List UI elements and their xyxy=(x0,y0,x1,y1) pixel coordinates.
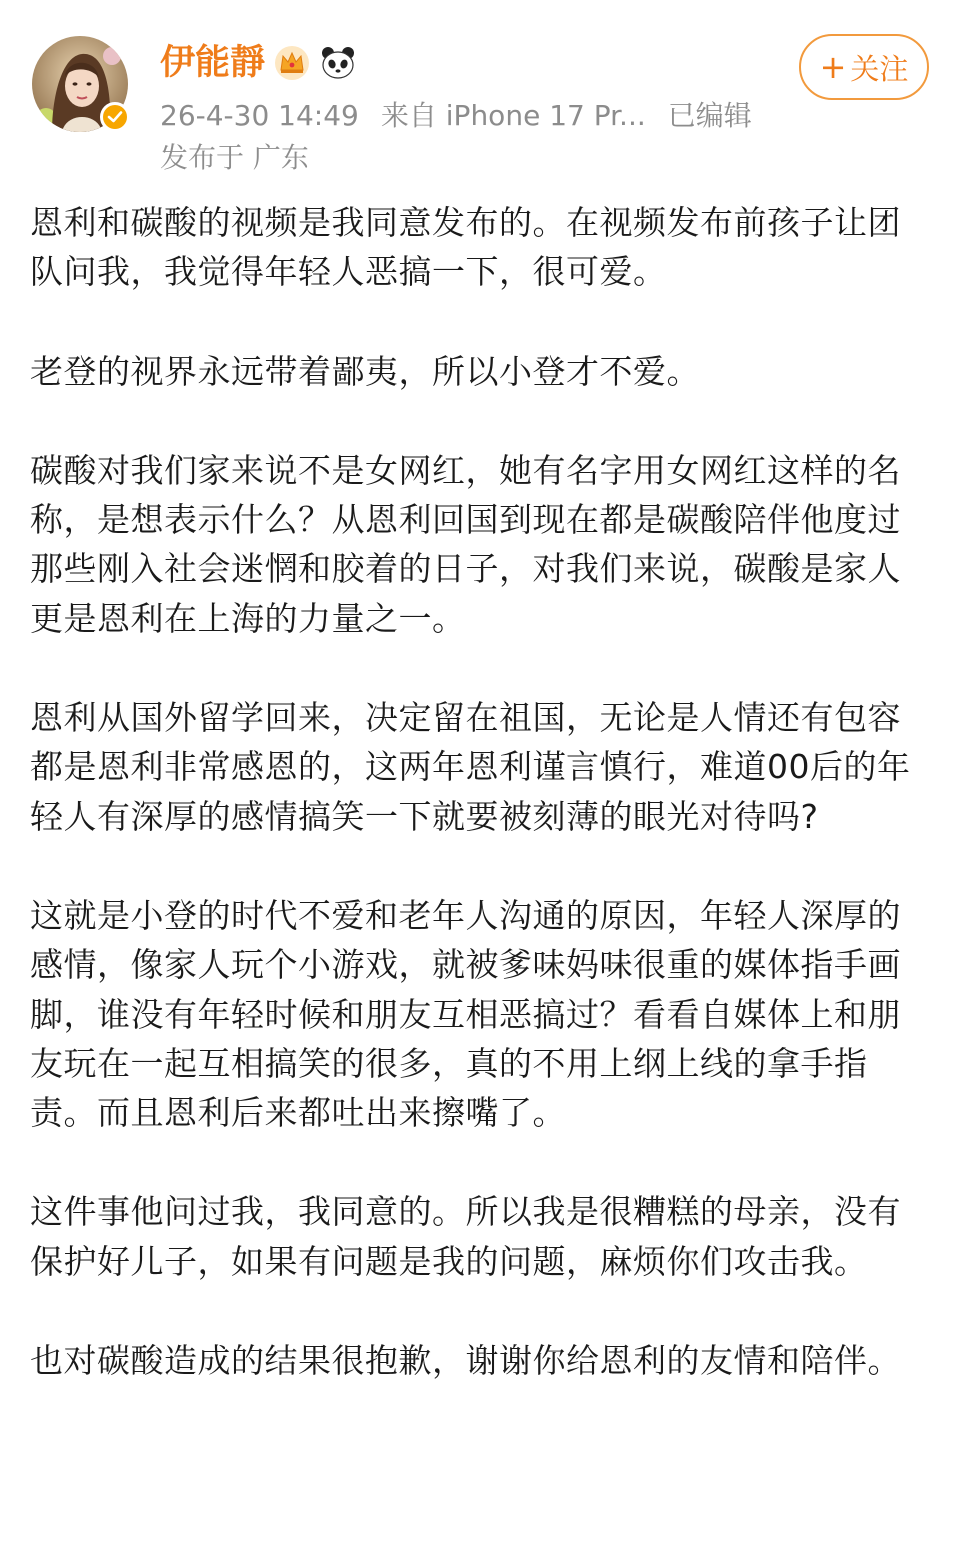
post-content xyxy=(30,198,930,1385)
follow-button[interactable] xyxy=(799,34,929,100)
post-paragraph: 老登的视界永远带着鄙夷，所以小登才不爱。 xyxy=(30,351,700,391)
post-paragraph: 恩利从国外留学回来，决定留在祖国，无论是人情还有包容都是恩利非常感恩的，这两年恩利谨言慎行，难道00后的年轻人有深厚的感情搞笑一下就要被刻薄的眼光对待吗? xyxy=(30,698,911,836)
plus-icon: + xyxy=(819,48,847,86)
location-label: 发布于 广东 xyxy=(160,141,309,174)
post-meta xyxy=(160,96,774,136)
post-paragraph: 这件事他问过我，我同意的。所以我是很糟糕的母亲，没有保护好儿子，如果有问题是我的问题，麻烦你们攻击我。 xyxy=(30,1192,901,1281)
crown-icon[interactable] xyxy=(273,44,311,82)
follow-label: 关注 xyxy=(850,51,909,86)
post-paragraph: 也对碳酸造成的结果很抱歉，谢谢你给恩利的友情和陪伴。 xyxy=(30,1341,901,1381)
post-paragraph: 碳酸对我们家来说不是女网红，她有名字用女网红这样的名称，是想表示什么？从恩利回国到现在都是碳酸陪伴他度过那些刚入社会迷惘和胶着的日子，对我们来说，碳酸是家人更是恩利在上海的力量之一。 xyxy=(30,450,901,638)
edited-label[interactable]: 已编辑 xyxy=(667,99,752,132)
post-header xyxy=(0,0,960,190)
post-timestamp[interactable]: 26-4-30 14:49 xyxy=(160,99,359,132)
author-row xyxy=(160,38,357,88)
post-source: 来自 iPhone 17 Pr... xyxy=(380,99,646,132)
post-location xyxy=(160,138,331,178)
author-name[interactable]: 伊能靜 xyxy=(160,43,266,83)
post-paragraph: 这就是小登的时代不爱和老年人沟通的原因，年轻人深厚的感情，像家人玩个小游戏，就被爹味妈味很重的媒体指手画脚，谁没有年轻时候和朋友互相恶搞过？看看自媒体上和朋友玩在一起互相搞笑的很多，真的不用上纲上线的拿手指责。而且恩利后来都吐出来擦嘴了。 xyxy=(30,895,901,1133)
panda-icon[interactable] xyxy=(319,44,357,82)
post-paragraph: 恩利和碳酸的视频是我同意发布的。在视频发布前孩子让团队问我，我觉得年轻人恶搞一下，很可爱。 xyxy=(30,203,901,292)
verified-icon xyxy=(100,102,130,132)
